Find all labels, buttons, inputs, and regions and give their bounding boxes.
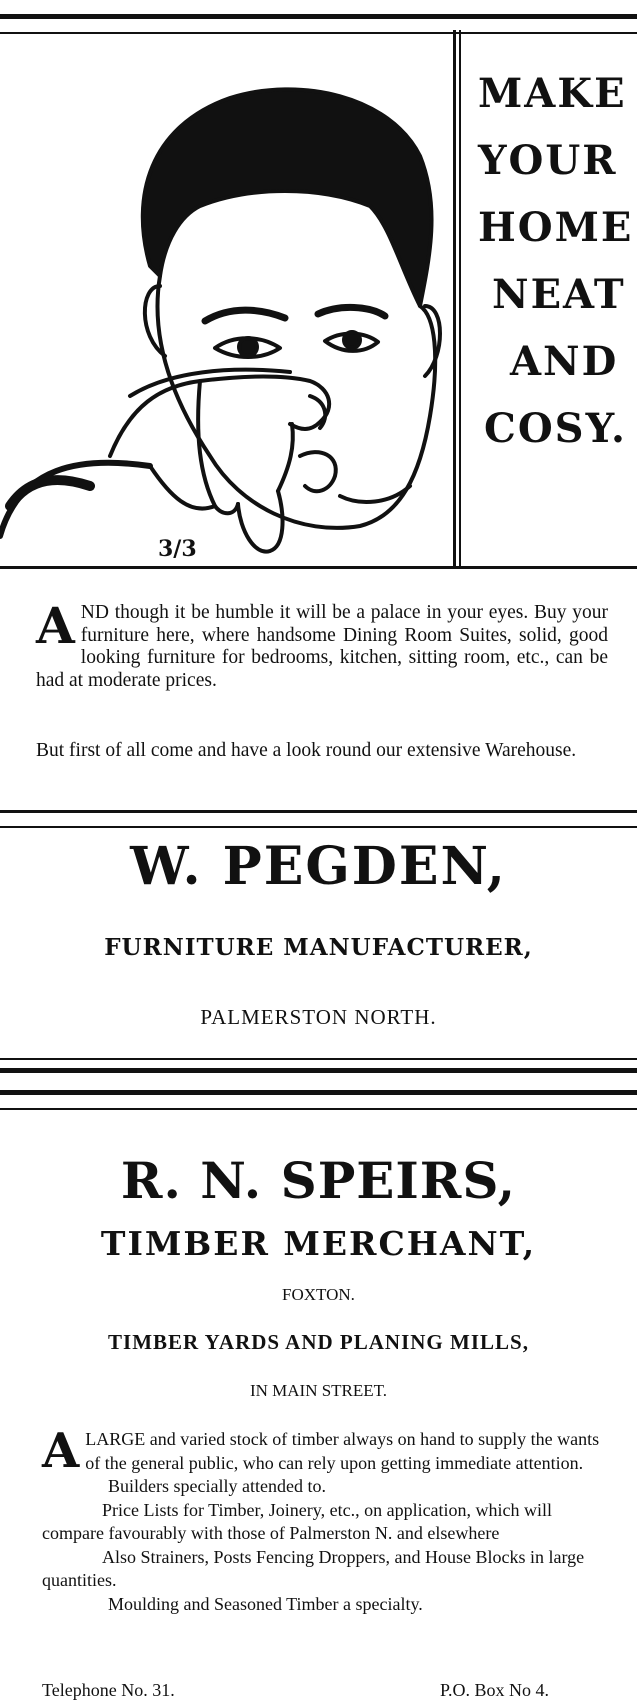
pegden-name: W. PEGDEN, (130, 836, 507, 897)
slogan-line: HOME (478, 204, 634, 251)
top-border-thick (0, 14, 637, 19)
speirs-yards: TIMBER YARDS AND PLANING MILLS, (108, 1330, 529, 1354)
speirs-name: R. N. SPEIRS, (120, 1151, 517, 1210)
slogan (478, 60, 636, 462)
speirs-paragraph: Moulding and Seasoned Timber a specialty. (108, 1593, 423, 1614)
speirs-town: FOXTON. (282, 1285, 355, 1304)
speirs-paragraph: Also Strainers, Posts Fencing Droppers, and House Blocks in large quantities. (42, 1546, 585, 1590)
speirs-paragraph: Price Lists for Timber, Joinery, etc., on application, which will compare favourably with those of Palmerston N. and elsewhere (42, 1499, 553, 1543)
speirs-paragraph (42, 1423, 608, 1479)
telephone-number: Telephone No. 31. (42, 1680, 175, 1700)
separator-thick (0, 810, 637, 813)
po-box: P.O. Box No 4. (440, 1680, 550, 1700)
slogan-line: NEAT (492, 271, 626, 318)
speirs-paragraph: Builders specially attended to. (108, 1476, 326, 1496)
separator-thick (0, 1068, 637, 1073)
section-rule (0, 566, 637, 569)
paragraph-text: ND though it be humble it will be a palace in your eyes. Buy your furniture here, where handsome Dining Room Suites, solid, good looking furniture for bedrooms, kitchen, sitting room, etc., can be had at moderate prices. (36, 602, 608, 691)
pegden-town: PALMERSTON NORTH. (200, 1005, 437, 1029)
vertical-divider-right (459, 30, 461, 566)
top-border-thin (0, 32, 637, 34)
paragraph-text: LARGE and varied stock of timber always on hand to supply the wants of the general public, who can rely upon getting immediate attention. (85, 1429, 600, 1473)
speirs-trade: TIMBER MERCHANT, (100, 1224, 537, 1263)
slogan-line: AND (510, 338, 619, 385)
pegden-trade: FURNITURE MANUFACTURER, (104, 934, 533, 961)
slogan-line: MAKE (478, 70, 627, 117)
separator-thick (0, 1090, 637, 1095)
pointing-man-illustration (0, 36, 452, 564)
drop-cap: A (42, 1423, 80, 1479)
slogan-line: COSY. (484, 405, 627, 452)
svg-text:3/3: 3/3 (158, 536, 197, 562)
slogan-line: YOUR (478, 137, 618, 184)
drop-cap: A (36, 596, 75, 655)
separator-thin (0, 1058, 637, 1060)
furniture-paragraph (36, 596, 608, 692)
separator-thin (0, 1108, 637, 1110)
vertical-divider-left (453, 30, 456, 566)
speirs-street: IN MAIN STREET. (249, 1381, 388, 1400)
separator-thin (0, 826, 637, 828)
warehouse-paragraph: But first of all come and have a look round our extensive Warehouse. (36, 740, 577, 761)
speirs-body (42, 1423, 608, 1616)
